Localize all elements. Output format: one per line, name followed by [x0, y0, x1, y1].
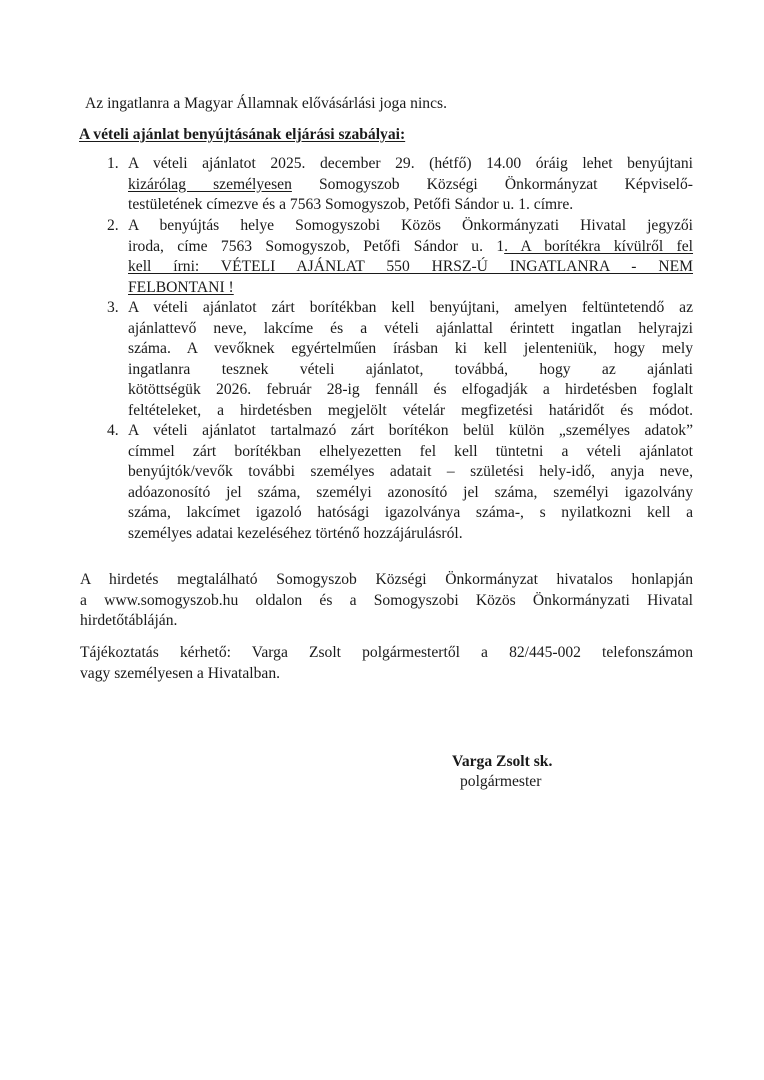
intro-text: Az ingatlanra a Magyar Államnak elővásárlási joga nincs.: [85, 95, 447, 112]
item-4-line-2: címmel zárt borítékban elhelyezetten fel kell tüntetni a vételi ajánlatot: [128, 442, 693, 460]
item-3-line-1: A vételi ajánlatot zárt borítékban kell benyújtani, amelyen feltüntetendő az: [128, 299, 693, 316]
item-number-4: 4.: [107, 422, 119, 439]
item-1-line-1: A vételi ajánlatot 2025. december 29. (hétfő) 14.00 óráig lehet benyújtani: [128, 155, 693, 172]
info-paragraph: [80, 643, 693, 684]
info-line-1: Tájékoztatás kérhető: Varga Zsolt polgármestertől a 82/445-002 telefonszámon: [80, 644, 693, 661]
item-3-line-2: ajánlattevő neve, lakcíme és a vételi ajánlattal érintett ingatlan helyrajzi: [128, 319, 693, 337]
item-4-line-1: A vételi ajánlatot tartalmazó zárt borítékon belül külön „személyes adatok”: [128, 422, 693, 439]
item-number-1: 1.: [107, 155, 119, 172]
list-item-1: [128, 154, 693, 216]
item-number-3: 3.: [107, 299, 119, 316]
section-heading: A vételi ajánlat benyújtásának eljárási szabályai:: [79, 126, 406, 143]
notice-paragraph: [80, 570, 693, 632]
item-4-line-4: adóazonosító jel száma, személyi azonosító jel száma, személyi igazolvány: [128, 483, 693, 501]
item-2-line-4: FELBONTANI !: [128, 278, 234, 296]
notice-line-2: a www.somogyszob.hu oldalon és a Somogyszobi Közös Önkormányzati Hivatal: [80, 591, 693, 609]
item-1-line-3: testületének címezve és a 7563 Somogyszob, Petőfi Sándor u. 1. címre.: [128, 196, 574, 213]
item-number-2: 2.: [107, 217, 119, 234]
item-4-line-6: személyes adatai kezeléséhez történő hozzájárulásról.: [128, 524, 463, 542]
item-2-line-1: A benyújtás helye Somogyszobi Közös Önkormányzati Hivatal jegyzői: [128, 217, 693, 234]
item-3-line-4: ingatlanra tesznek vételi ajánlatot, továbbá, hogy az ajánlati: [128, 360, 693, 378]
item-4-line-5: száma, lakcímet igazoló hatósági igazolványa száma-, s nyilatkozni kell a: [128, 504, 693, 521]
list-item-3: [128, 298, 693, 421]
notice-line-3: hirdetőtábláján.: [80, 612, 178, 629]
item-2-line-2: iroda, címe 7563 Somogyszob, Petőfi Sándor u. 1. A borítékra kívülről fel: [128, 237, 694, 255]
item-3-line-3: száma. A vevőknek egyértelműen írásban ki kell jelenteniük, hogy mely: [128, 340, 693, 357]
underlined-text: kizárólag személyesen: [128, 175, 292, 193]
signature-title: polgármester: [460, 773, 542, 790]
item-3-line-5: kötöttségük 2026. február 28-ig fennáll és elfogadják a hirdetésben foglalt: [128, 381, 693, 398]
item-2-line-3: kell írni: VÉTELI AJÁNLAT 550 HRSZ-Ú INGATLANRA - NEM: [128, 258, 693, 275]
item-1-line-2: kizárólag személyesen Somogyszob Községi Önkormányzat Képviselő-: [128, 175, 694, 193]
info-line-2: vagy személyesen a Hivatalban.: [80, 664, 281, 682]
item-4-line-3: benyújtók/vevők további személyes adatait – születési hely-idő, anyja neve,: [128, 463, 693, 480]
signature-name: Varga Zsolt sk.: [452, 753, 553, 770]
list-item-2: [128, 216, 693, 298]
item-3-line-6: feltételeket, a hirdetésben megjelölt vételár megfizetési határidőt és módot.: [128, 401, 693, 419]
underlined-text: . A borítékra kívülről fel: [504, 237, 694, 255]
notice-line-1: A hirdetés megtalálható Somogyszob Községi Önkormányzat hivatalos honlapján: [80, 571, 693, 588]
list-item-4: [128, 421, 693, 544]
